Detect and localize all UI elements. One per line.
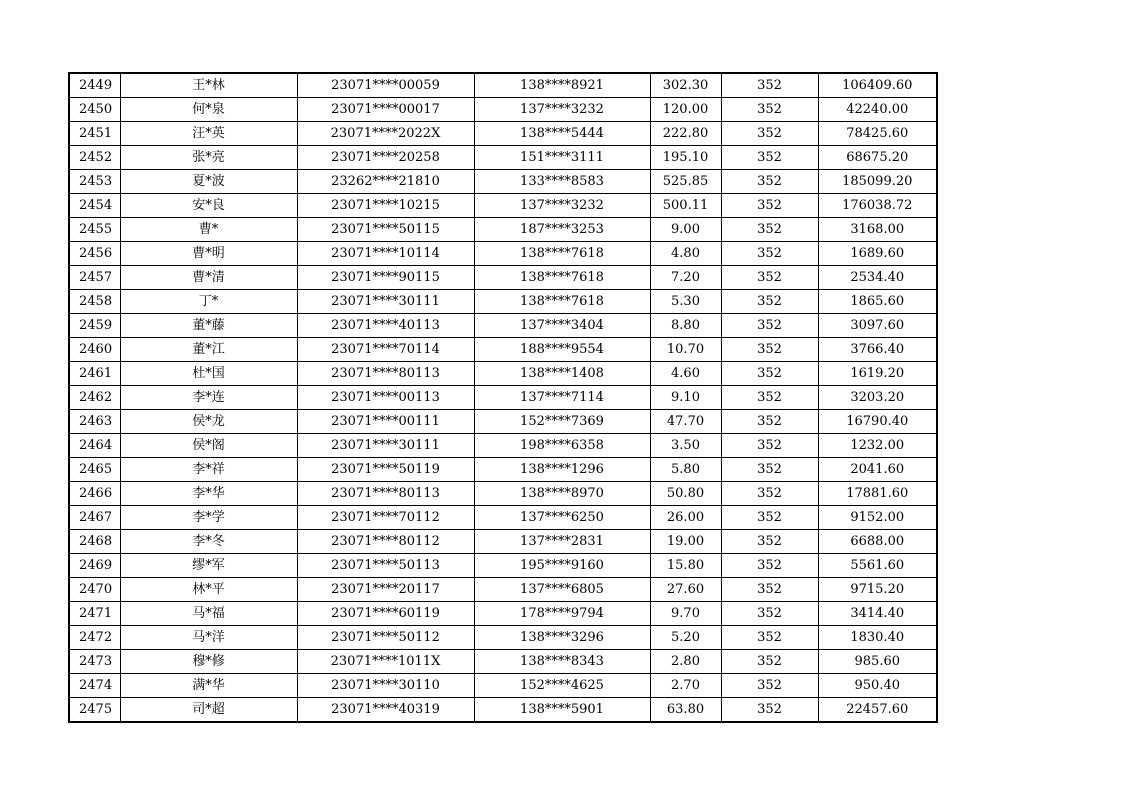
area-cell: 4.80 bbox=[650, 242, 721, 266]
table-row bbox=[69, 434, 937, 458]
name-cell: 李*祥 bbox=[120, 458, 297, 482]
area-cell: 2.80 bbox=[650, 650, 721, 674]
name-cell: 何*泉 bbox=[120, 98, 297, 122]
id-number-cell: 23071****90115 bbox=[297, 266, 474, 290]
area-cell: 120.00 bbox=[650, 98, 721, 122]
row-number-cell: 2450 bbox=[69, 98, 120, 122]
row-number-cell: 2459 bbox=[69, 314, 120, 338]
amount-cell: 1830.40 bbox=[818, 626, 937, 650]
amount-cell: 1689.60 bbox=[818, 242, 937, 266]
unit-price-cell: 352 bbox=[721, 194, 818, 218]
area-cell: 19.00 bbox=[650, 530, 721, 554]
area-cell: 5.80 bbox=[650, 458, 721, 482]
id-number-cell: 23071****50113 bbox=[297, 554, 474, 578]
phone-cell: 138****5901 bbox=[474, 698, 650, 723]
area-cell: 222.80 bbox=[650, 122, 721, 146]
unit-price-cell: 352 bbox=[721, 218, 818, 242]
id-number-cell: 23071****10114 bbox=[297, 242, 474, 266]
amount-cell: 9715.20 bbox=[818, 578, 937, 602]
phone-cell: 137****3232 bbox=[474, 194, 650, 218]
amount-cell: 22457.60 bbox=[818, 698, 937, 723]
phone-cell: 137****2831 bbox=[474, 530, 650, 554]
name-cell: 丁* bbox=[120, 290, 297, 314]
unit-price-cell: 352 bbox=[721, 338, 818, 362]
table-row bbox=[69, 73, 937, 98]
id-number-cell: 23071****30110 bbox=[297, 674, 474, 698]
row-number-cell: 2475 bbox=[69, 698, 120, 723]
phone-cell: 138****7618 bbox=[474, 266, 650, 290]
name-cell: 李*华 bbox=[120, 482, 297, 506]
name-cell: 曹*清 bbox=[120, 266, 297, 290]
row-number-cell: 2457 bbox=[69, 266, 120, 290]
area-cell: 63.80 bbox=[650, 698, 721, 723]
amount-cell: 1619.20 bbox=[818, 362, 937, 386]
table-row bbox=[69, 602, 937, 626]
row-number-cell: 2453 bbox=[69, 170, 120, 194]
row-number-cell: 2458 bbox=[69, 290, 120, 314]
area-cell: 5.20 bbox=[650, 626, 721, 650]
phone-cell: 152****4625 bbox=[474, 674, 650, 698]
name-cell: 曹*明 bbox=[120, 242, 297, 266]
unit-price-cell: 352 bbox=[721, 290, 818, 314]
name-cell: 李*学 bbox=[120, 506, 297, 530]
name-cell: 侯*龙 bbox=[120, 410, 297, 434]
id-number-cell: 23071****80113 bbox=[297, 482, 474, 506]
area-cell: 27.60 bbox=[650, 578, 721, 602]
area-cell: 7.20 bbox=[650, 266, 721, 290]
id-number-cell: 23071****80112 bbox=[297, 530, 474, 554]
area-cell: 500.11 bbox=[650, 194, 721, 218]
amount-cell: 17881.60 bbox=[818, 482, 937, 506]
table-row bbox=[69, 218, 937, 242]
phone-cell: 151****3111 bbox=[474, 146, 650, 170]
unit-price-cell: 352 bbox=[721, 506, 818, 530]
id-number-cell: 23071****10215 bbox=[297, 194, 474, 218]
id-number-cell: 23262****21810 bbox=[297, 170, 474, 194]
amount-cell: 3097.60 bbox=[818, 314, 937, 338]
name-cell: 张*亮 bbox=[120, 146, 297, 170]
amount-cell: 5561.60 bbox=[818, 554, 937, 578]
amount-cell: 2041.60 bbox=[818, 458, 937, 482]
phone-cell: 138****7618 bbox=[474, 242, 650, 266]
row-number-cell: 2465 bbox=[69, 458, 120, 482]
table-row bbox=[69, 626, 937, 650]
area-cell: 15.80 bbox=[650, 554, 721, 578]
amount-cell: 78425.60 bbox=[818, 122, 937, 146]
amount-cell: 985.60 bbox=[818, 650, 937, 674]
id-number-cell: 23071****40113 bbox=[297, 314, 474, 338]
unit-price-cell: 352 bbox=[721, 314, 818, 338]
name-cell: 李*连 bbox=[120, 386, 297, 410]
table-row bbox=[69, 482, 937, 506]
amount-cell: 42240.00 bbox=[818, 98, 937, 122]
unit-price-cell: 352 bbox=[721, 386, 818, 410]
table-row bbox=[69, 530, 937, 554]
unit-price-cell: 352 bbox=[721, 434, 818, 458]
unit-price-cell: 352 bbox=[721, 242, 818, 266]
phone-cell: 137****3404 bbox=[474, 314, 650, 338]
id-number-cell: 23071****70112 bbox=[297, 506, 474, 530]
row-number-cell: 2467 bbox=[69, 506, 120, 530]
name-cell: 林*平 bbox=[120, 578, 297, 602]
id-number-cell: 23071****70114 bbox=[297, 338, 474, 362]
unit-price-cell: 352 bbox=[721, 458, 818, 482]
phone-cell: 152****7369 bbox=[474, 410, 650, 434]
id-number-cell: 23071****00017 bbox=[297, 98, 474, 122]
row-number-cell: 2470 bbox=[69, 578, 120, 602]
name-cell: 杜*国 bbox=[120, 362, 297, 386]
area-cell: 26.00 bbox=[650, 506, 721, 530]
table-row bbox=[69, 194, 937, 218]
row-number-cell: 2471 bbox=[69, 602, 120, 626]
table-row bbox=[69, 674, 937, 698]
unit-price-cell: 352 bbox=[721, 122, 818, 146]
name-cell: 王*林 bbox=[120, 73, 297, 98]
phone-cell: 138****8970 bbox=[474, 482, 650, 506]
row-number-cell: 2466 bbox=[69, 482, 120, 506]
area-cell: 9.00 bbox=[650, 218, 721, 242]
amount-cell: 16790.40 bbox=[818, 410, 937, 434]
unit-price-cell: 352 bbox=[721, 698, 818, 723]
id-number-cell: 23071****2022X bbox=[297, 122, 474, 146]
row-number-cell: 2461 bbox=[69, 362, 120, 386]
phone-cell: 138****3296 bbox=[474, 626, 650, 650]
id-number-cell: 23071****30111 bbox=[297, 434, 474, 458]
name-cell: 董*藤 bbox=[120, 314, 297, 338]
table-row bbox=[69, 98, 937, 122]
phone-cell: 138****1296 bbox=[474, 458, 650, 482]
name-cell: 汪*英 bbox=[120, 122, 297, 146]
phone-cell: 137****6250 bbox=[474, 506, 650, 530]
area-cell: 4.60 bbox=[650, 362, 721, 386]
phone-cell: 137****6805 bbox=[474, 578, 650, 602]
row-number-cell: 2473 bbox=[69, 650, 120, 674]
row-number-cell: 2456 bbox=[69, 242, 120, 266]
area-cell: 525.85 bbox=[650, 170, 721, 194]
id-number-cell: 23071****40319 bbox=[297, 698, 474, 723]
phone-cell: 138****8343 bbox=[474, 650, 650, 674]
table-row bbox=[69, 146, 937, 170]
phone-cell: 138****8921 bbox=[474, 73, 650, 98]
table-row bbox=[69, 362, 937, 386]
id-number-cell: 23071****00059 bbox=[297, 73, 474, 98]
phone-cell: 137****3232 bbox=[474, 98, 650, 122]
unit-price-cell: 352 bbox=[721, 73, 818, 98]
amount-cell: 106409.60 bbox=[818, 73, 937, 98]
name-cell: 缪*军 bbox=[120, 554, 297, 578]
unit-price-cell: 352 bbox=[721, 146, 818, 170]
row-number-cell: 2455 bbox=[69, 218, 120, 242]
amount-cell: 3168.00 bbox=[818, 218, 937, 242]
phone-cell: 178****9794 bbox=[474, 602, 650, 626]
area-cell: 302.30 bbox=[650, 73, 721, 98]
row-number-cell: 2464 bbox=[69, 434, 120, 458]
id-number-cell: 23071****30111 bbox=[297, 290, 474, 314]
row-number-cell: 2454 bbox=[69, 194, 120, 218]
table-row bbox=[69, 650, 937, 674]
unit-price-cell: 352 bbox=[721, 482, 818, 506]
row-number-cell: 2468 bbox=[69, 530, 120, 554]
id-number-cell: 23071****80113 bbox=[297, 362, 474, 386]
name-cell: 侯*阁 bbox=[120, 434, 297, 458]
area-cell: 195.10 bbox=[650, 146, 721, 170]
area-cell: 47.70 bbox=[650, 410, 721, 434]
row-number-cell: 2474 bbox=[69, 674, 120, 698]
area-cell: 10.70 bbox=[650, 338, 721, 362]
unit-price-cell: 352 bbox=[721, 98, 818, 122]
id-number-cell: 23071****1011X bbox=[297, 650, 474, 674]
unit-price-cell: 352 bbox=[721, 530, 818, 554]
unit-price-cell: 352 bbox=[721, 362, 818, 386]
name-cell: 满*华 bbox=[120, 674, 297, 698]
name-cell: 李*冬 bbox=[120, 530, 297, 554]
area-cell: 9.10 bbox=[650, 386, 721, 410]
unit-price-cell: 352 bbox=[721, 626, 818, 650]
table-row bbox=[69, 338, 937, 362]
phone-cell: 133****8583 bbox=[474, 170, 650, 194]
amount-cell: 2534.40 bbox=[818, 266, 937, 290]
row-number-cell: 2452 bbox=[69, 146, 120, 170]
area-cell: 8.80 bbox=[650, 314, 721, 338]
id-number-cell: 23071****20258 bbox=[297, 146, 474, 170]
amount-cell: 185099.20 bbox=[818, 170, 937, 194]
row-number-cell: 2460 bbox=[69, 338, 120, 362]
unit-price-cell: 352 bbox=[721, 170, 818, 194]
name-cell: 夏*波 bbox=[120, 170, 297, 194]
unit-price-cell: 352 bbox=[721, 554, 818, 578]
unit-price-cell: 352 bbox=[721, 266, 818, 290]
data-table bbox=[68, 72, 938, 723]
unit-price-cell: 352 bbox=[721, 674, 818, 698]
row-number-cell: 2449 bbox=[69, 73, 120, 98]
unit-price-cell: 352 bbox=[721, 410, 818, 434]
table-row bbox=[69, 386, 937, 410]
phone-cell: 138****7618 bbox=[474, 290, 650, 314]
row-number-cell: 2462 bbox=[69, 386, 120, 410]
id-number-cell: 23071****60119 bbox=[297, 602, 474, 626]
id-number-cell: 23071****20117 bbox=[297, 578, 474, 602]
amount-cell: 68675.20 bbox=[818, 146, 937, 170]
amount-cell: 1232.00 bbox=[818, 434, 937, 458]
name-cell: 曹* bbox=[120, 218, 297, 242]
name-cell: 董*江 bbox=[120, 338, 297, 362]
id-number-cell: 23071****00111 bbox=[297, 410, 474, 434]
amount-cell: 6688.00 bbox=[818, 530, 937, 554]
table-row bbox=[69, 554, 937, 578]
name-cell: 安*良 bbox=[120, 194, 297, 218]
row-number-cell: 2463 bbox=[69, 410, 120, 434]
amount-cell: 9152.00 bbox=[818, 506, 937, 530]
phone-cell: 198****6358 bbox=[474, 434, 650, 458]
phone-cell: 187****3253 bbox=[474, 218, 650, 242]
unit-price-cell: 352 bbox=[721, 650, 818, 674]
area-cell: 50.80 bbox=[650, 482, 721, 506]
table-row bbox=[69, 506, 937, 530]
table-row bbox=[69, 698, 937, 723]
table-row bbox=[69, 266, 937, 290]
phone-cell: 138****1408 bbox=[474, 362, 650, 386]
table-row bbox=[69, 314, 937, 338]
table-row bbox=[69, 122, 937, 146]
table-row bbox=[69, 242, 937, 266]
amount-cell: 950.40 bbox=[818, 674, 937, 698]
row-number-cell: 2469 bbox=[69, 554, 120, 578]
area-cell: 3.50 bbox=[650, 434, 721, 458]
phone-cell: 138****5444 bbox=[474, 122, 650, 146]
table-row bbox=[69, 410, 937, 434]
table-row bbox=[69, 290, 937, 314]
phone-cell: 188****9554 bbox=[474, 338, 650, 362]
amount-cell: 3766.40 bbox=[818, 338, 937, 362]
name-cell: 穆*修 bbox=[120, 650, 297, 674]
area-cell: 5.30 bbox=[650, 290, 721, 314]
unit-price-cell: 352 bbox=[721, 602, 818, 626]
area-cell: 9.70 bbox=[650, 602, 721, 626]
phone-cell: 195****9160 bbox=[474, 554, 650, 578]
name-cell: 马*福 bbox=[120, 602, 297, 626]
area-cell: 2.70 bbox=[650, 674, 721, 698]
id-number-cell: 23071****00113 bbox=[297, 386, 474, 410]
phone-cell: 137****7114 bbox=[474, 386, 650, 410]
amount-cell: 1865.60 bbox=[818, 290, 937, 314]
unit-price-cell: 352 bbox=[721, 578, 818, 602]
table-row bbox=[69, 578, 937, 602]
name-cell: 马*洋 bbox=[120, 626, 297, 650]
table-row bbox=[69, 170, 937, 194]
table-body bbox=[69, 73, 937, 722]
id-number-cell: 23071****50115 bbox=[297, 218, 474, 242]
row-number-cell: 2451 bbox=[69, 122, 120, 146]
name-cell: 司*超 bbox=[120, 698, 297, 723]
amount-cell: 3414.40 bbox=[818, 602, 937, 626]
amount-cell: 3203.20 bbox=[818, 386, 937, 410]
amount-cell: 176038.72 bbox=[818, 194, 937, 218]
id-number-cell: 23071****50112 bbox=[297, 626, 474, 650]
table-row bbox=[69, 458, 937, 482]
id-number-cell: 23071****50119 bbox=[297, 458, 474, 482]
row-number-cell: 2472 bbox=[69, 626, 120, 650]
